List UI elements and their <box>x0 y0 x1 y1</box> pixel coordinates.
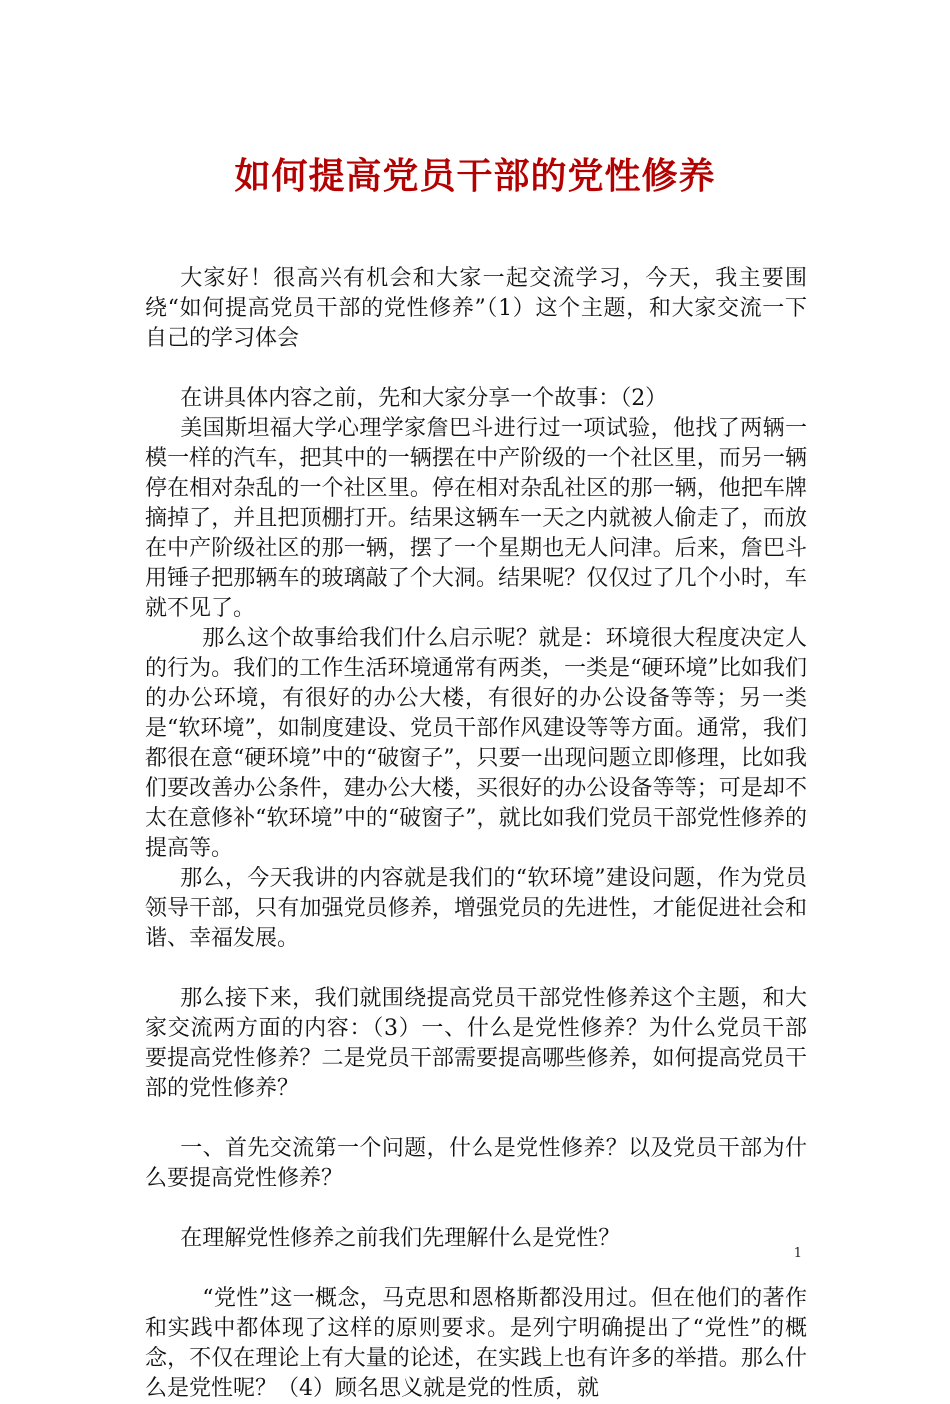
page-number: 1 <box>793 1246 802 1261</box>
paragraph-story-lesson: 那么这个故事给我们什么启示呢？就是：环境很大程度决定人的行为。我们的工作生活环境通常有两类，一类是“硬环境”比如我们的办公环境，有很好的办公大楼，有很好的办公设备等等；另一类是“软环境”，如制度建设、党员干部作风建设等等方面。通常，我们都很在意“硬环境”中的“破窗子”，只要一出现问题立即修理，比如我们要改善办公条件，建办公大楼，买很好的办公设备等等；可是却不太在意修补“软环境”中的“破窗子”，就比如我们党员干部党性修养的提高等。 <box>145 626 807 861</box>
paragraph-party-spirit-concept: “党性”这一概念，马克思和恩格斯都没用过。但在他们的著作和实践中都体现了这样的原则要求。是列宁明确提出了“党性”的概念，不仅在理论上有大量的论述，在实践上也有许多的举措。那么什么是党性呢？（4）顾名思义就是党的性质，就 <box>145 1286 807 1401</box>
paragraph-soft-environment: 那么，今天我讲的内容就是我们的“软环境”建设问题，作为党员领导干部，只有加强党员修养，增强党员的先进性，才能促进社会和谐、幸福发展。 <box>145 866 807 951</box>
paragraph-story: 美国斯坦福大学心理学家詹巴斗进行过一项试验，他找了两辆一模一样的汽车，把其中的一辆摆在中产阶级的一个社区里，而另一辆停在相对杂乱的一个社区里。停在相对杂乱社区的那一辆，他把车牌摘掉了，并且把顶棚打开。结果这辆车一天之内就被人偷走了，而放在中产阶级社区的那一辆，摆了一个星期也无人问津。后来，詹巴斗用锤子把那辆车的玻璃敲了个大洞。结果呢？仅仅过了几个小时，车就不见了。 <box>145 416 807 621</box>
paragraph-intro: 大家好！很高兴有机会和大家一起交流学习，今天，我主要围绕“如何提高党员干部的党性修养”（1）这个主题，和大家交流一下自己的学习体会 <box>145 266 807 351</box>
document-body <box>145 264 807 1404</box>
paragraph-story-intro: 在讲具体内容之前，先和大家分享一个故事：（2） <box>180 386 668 411</box>
paragraph-outline: 那么接下来，我们就围绕提高党员干部党性修养这个主题，和大家交流两方面的内容：（3）一、什么是党性修养？为什么党员干部要提高党性修养？二是党员干部需要提高哪些修养，如何提高党员干部的党性修养？ <box>145 986 807 1101</box>
paragraph-what-is-party-spirit: 在理解党性修养之前我们先理解什么是党性？ <box>180 1226 621 1251</box>
paragraph-section-one-heading: 一、首先交流第一个问题，什么是党性修养？以及党员干部为什么要提高党性修养？ <box>145 1136 807 1191</box>
document-title: 如何提高党员干部的党性修养 <box>234 155 716 198</box>
